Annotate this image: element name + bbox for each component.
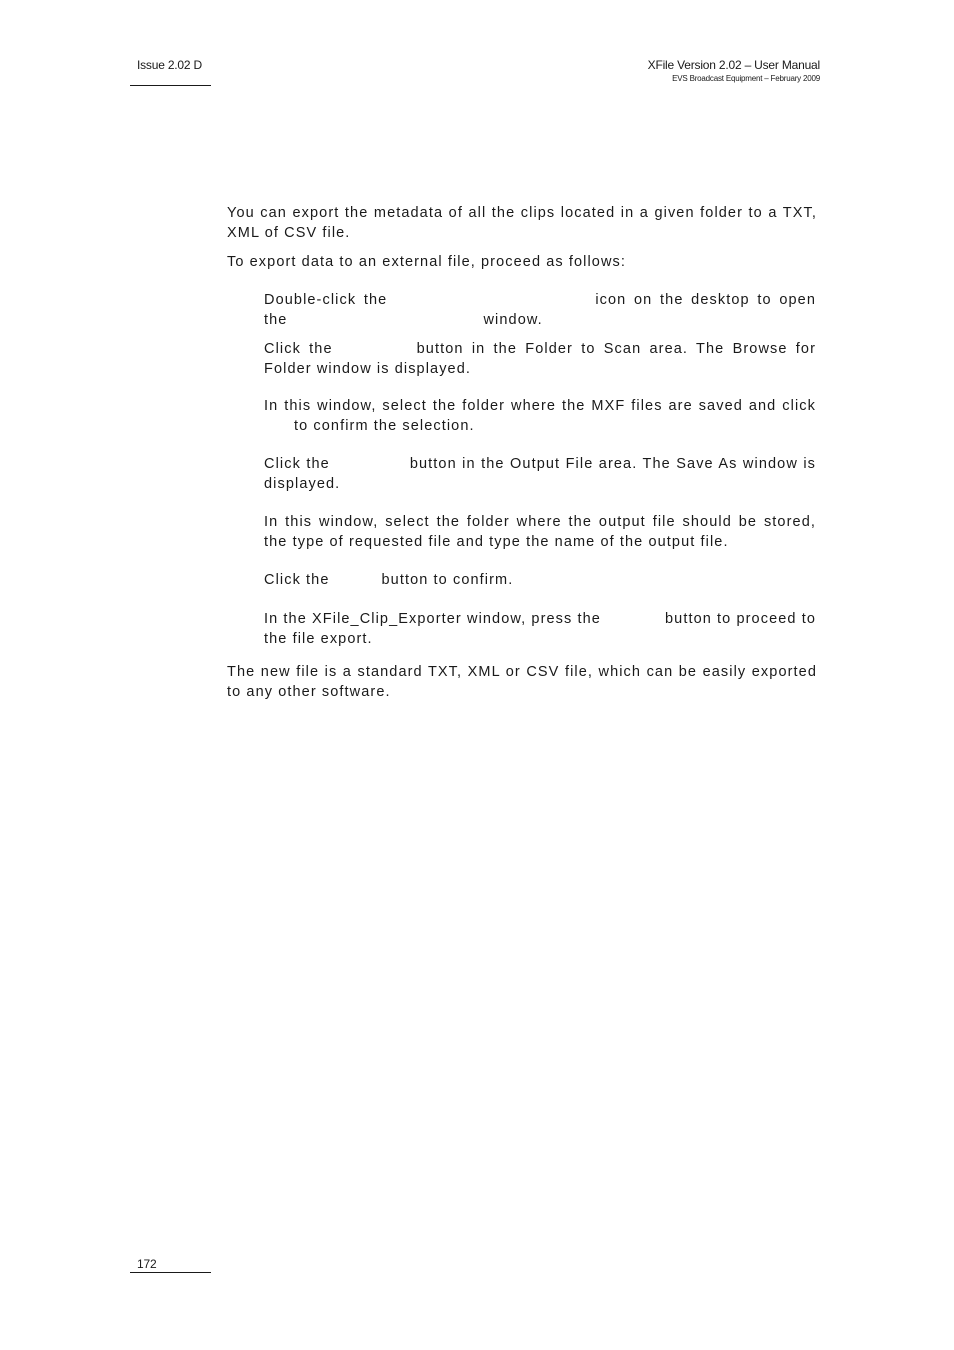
step-2-text-a: Click the <box>264 341 333 357</box>
step-6-text-a: Click the <box>264 572 330 588</box>
step-6-text-b: button to confirm. <box>381 572 514 588</box>
step-4-text-a: Click the <box>264 456 330 472</box>
step-3-text-b: to confirm the selection. <box>294 417 475 434</box>
step-2 <box>264 340 816 379</box>
step-1-text-c: window. <box>483 311 543 328</box>
step-3-text-a: In this window, select the folder where the MXF files are saved and click <box>264 398 816 414</box>
step-6 <box>264 571 816 591</box>
page-number: 172 <box>137 1257 157 1271</box>
step-1-text-a: Double-click the <box>264 292 388 308</box>
step-5-text-a: In this window, select the folder where the output file should be stored, the type of requested file and type the name of the output file. <box>264 514 816 550</box>
intro-paragraph: You can export the metadata of all the clips located in a given folder to a TXT, XML of CSV file. <box>227 205 817 241</box>
header-issue: Issue 2.02 D <box>137 58 202 72</box>
step-4 <box>264 455 816 494</box>
intro-instruction: To export data to an external file, proceed as follows: <box>227 254 627 270</box>
step-7-text-b: button to proceed to the file export. <box>264 611 816 647</box>
step-5 <box>264 513 816 552</box>
header-rule <box>130 85 211 86</box>
closing-paragraph: The new file is a standard TXT, XML or CSV file, which can be easily exported to any other software. <box>227 664 817 700</box>
step-7-text-a: In the XFile_Clip_Exporter window, press the <box>264 611 601 627</box>
footer-rule <box>130 1272 211 1273</box>
step-7 <box>264 610 816 649</box>
step-2-text-b: button in the Folder to Scan area. The Browse for Folder window is displayed. <box>264 341 817 377</box>
step-1 <box>264 291 816 330</box>
header-manual-subtitle: EVS Broadcast Equipment – February 2009 <box>672 74 820 83</box>
step-3 <box>264 397 816 436</box>
header-manual-title: XFile Version 2.02 – User Manual <box>647 58 820 72</box>
step-1-text-b: icon on the desktop to open the <box>264 292 816 328</box>
step-4-text-b: button in the Output File area. The Save As window is displayed. <box>264 456 817 492</box>
